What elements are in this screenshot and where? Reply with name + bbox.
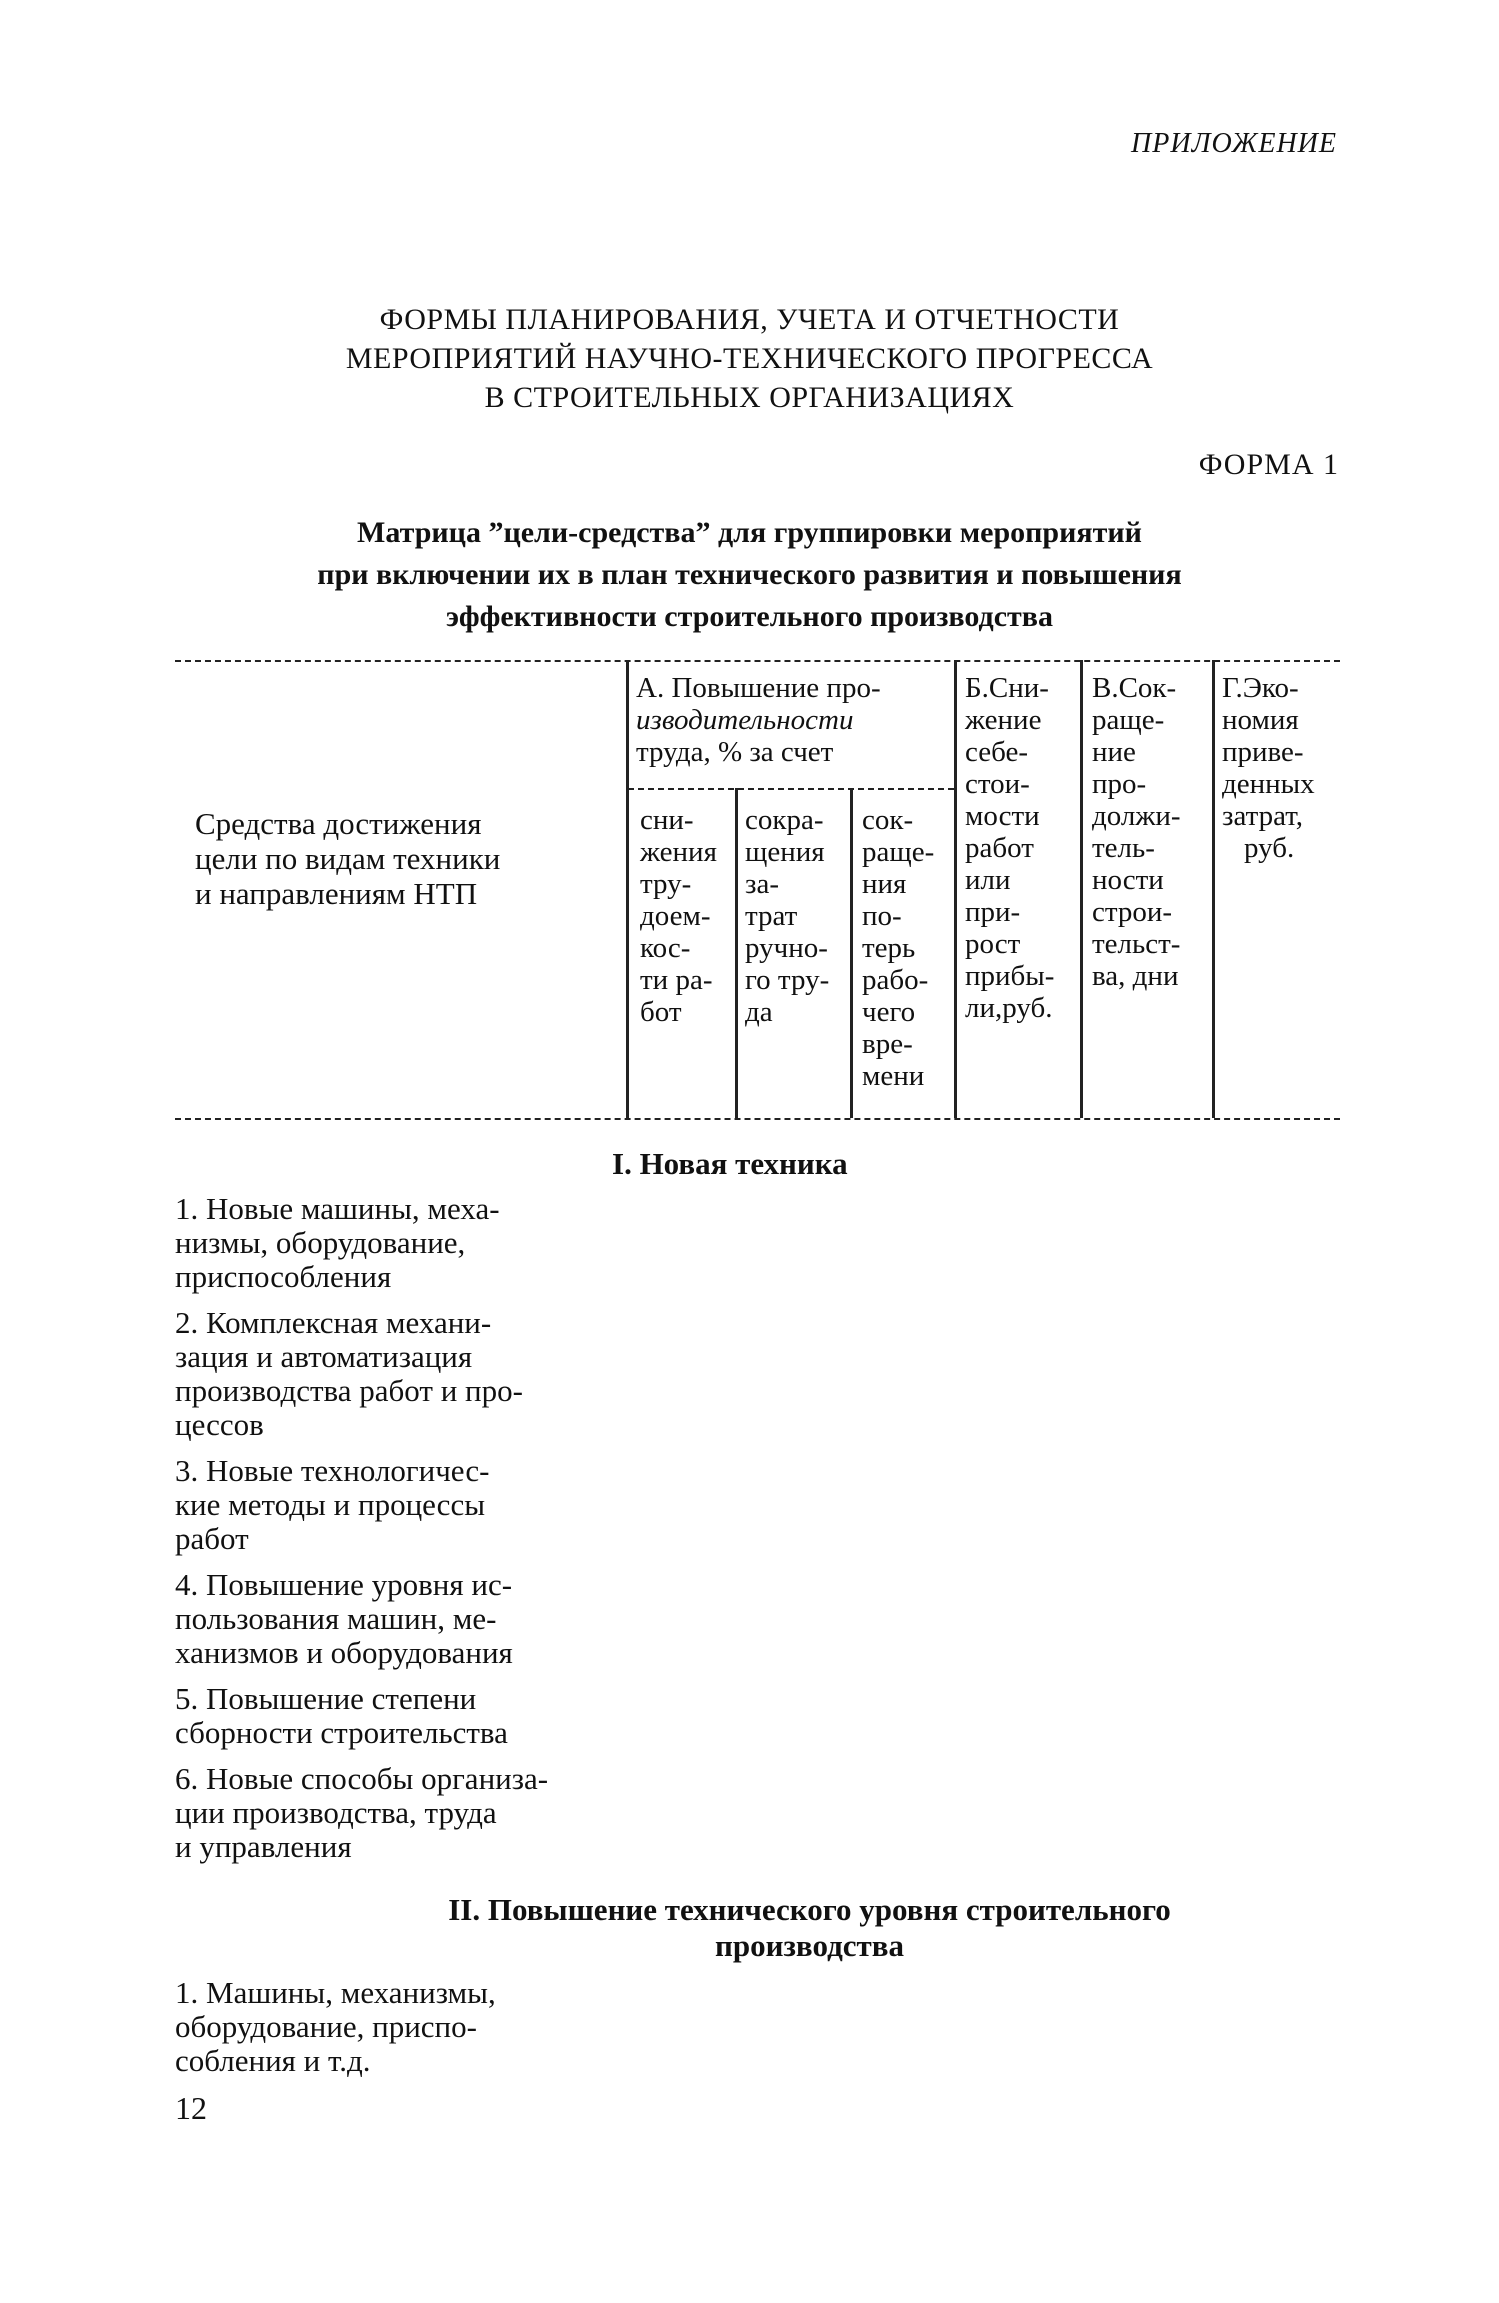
section-2-items: [175, 1976, 615, 2090]
section-title-line: II. Повышение технического уровня строительного: [448, 1892, 1171, 1927]
item-line: оборудование, приспо-: [175, 2009, 477, 2044]
subtitle-line: при включении их в план технического развития и повышения: [317, 558, 1182, 591]
column-b-line: Б.Сни-: [965, 672, 1049, 704]
title-line: ФОРМЫ ПЛАНИРОВАНИЯ, УЧЕТА И ОТЧЕТНОСТИ: [379, 303, 1120, 336]
column-a1-line: жения: [640, 836, 717, 868]
column-v-line: В.Сок-: [1092, 672, 1177, 704]
table-column-divider: [1212, 660, 1215, 1118]
list-item: [175, 1306, 615, 1442]
item-line: ханизмов и оборудования: [175, 1635, 513, 1670]
item-line: 1. Новые машины, меха-: [175, 1191, 500, 1226]
column-a1-line: тру-: [640, 868, 692, 900]
item-line: цессов: [175, 1407, 264, 1442]
title-line: МЕРОПРИЯТИЙ НАУЧНО-ТЕХНИЧЕСКОГО ПРОГРЕССА: [345, 342, 1154, 375]
column-a1-line: ти ра-: [640, 964, 713, 996]
form-label: ФОРМА 1: [1198, 448, 1339, 481]
appendix-label: ПРИЛОЖЕНИЕ: [1131, 128, 1337, 159]
item-line: собления и т.д.: [175, 2043, 371, 2078]
column-g-line: денных: [1222, 768, 1315, 800]
list-item: [175, 1568, 615, 1670]
column-b-line: работ: [965, 832, 1034, 864]
item-line: приспособления: [175, 1259, 392, 1294]
item-line: кие методы и процессы: [175, 1487, 486, 1522]
column-a3-line: мени: [862, 1060, 925, 1092]
column-b-line: себе-: [965, 736, 1028, 768]
item-line: сборности строительства: [175, 1715, 508, 1750]
column-a3-line: терь: [862, 932, 916, 964]
table-subcolumn-divider: [850, 788, 853, 1118]
list-item: [175, 1976, 615, 2078]
document-title: [0, 300, 1499, 417]
item-line: зация и автоматизация: [175, 1339, 473, 1374]
item-line: 3. Новые технологичес-: [175, 1453, 490, 1488]
table-row-header: [195, 806, 500, 911]
column-a2-line: го тру-: [745, 964, 830, 996]
column-v-line: ва, дни: [1092, 960, 1179, 992]
row-header-line: цели по видам техники: [195, 841, 501, 876]
item-line: низмы, оборудование,: [175, 1225, 466, 1260]
section-1-items: [175, 1192, 615, 1876]
table-column-divider: [954, 660, 957, 1118]
subtitle-line: эффективности строительного производства: [446, 600, 1053, 633]
row-header-line: и направлениям НТП: [195, 876, 478, 911]
column-b-line: прибы-: [965, 960, 1055, 992]
table-bottom-rule: [175, 1118, 1340, 1120]
column-g-line: номия: [1222, 704, 1299, 736]
row-header-line: Средства достижения: [195, 806, 482, 841]
column-g-line: Г.Эко-: [1222, 672, 1299, 704]
column-a2-line: ручно-: [745, 932, 828, 964]
column-a1-line: сни-: [640, 804, 694, 836]
column-b-line: стои-: [965, 768, 1030, 800]
table-subheader-rule: [628, 788, 954, 790]
column-v-line: тельст-: [1092, 928, 1181, 960]
column-a3-line: сок-: [862, 804, 914, 836]
column-a3-line: по-: [862, 900, 902, 932]
column-b-line: мости: [965, 800, 1040, 832]
column-v-line: ние: [1092, 736, 1136, 768]
table-column-divider: [1080, 660, 1083, 1118]
column-b-header: [965, 672, 1054, 1024]
list-item: [175, 1682, 615, 1750]
column-b-line: при-: [965, 896, 1021, 928]
title-line: В СТРОИТЕЛЬНЫХ ОРГАНИЗАЦИЯХ: [484, 381, 1015, 414]
column-v-line: тель-: [1092, 832, 1155, 864]
item-line: пользования машин, ме-: [175, 1601, 497, 1636]
column-g-line: затрат,: [1222, 800, 1303, 832]
section-title-2: [0, 1892, 1499, 1964]
column-a3-line: чего: [862, 996, 916, 1028]
column-a3-line: вре-: [862, 1028, 913, 1060]
item-line: 4. Повышение уровня ис-: [175, 1567, 513, 1602]
column-b-line: жение: [965, 704, 1042, 736]
list-item: [175, 1192, 615, 1294]
column-a1-line: бот: [640, 996, 682, 1028]
column-v-line: про-: [1092, 768, 1147, 800]
column-g-line: руб.: [1244, 832, 1295, 864]
column-a-line: изводительности: [636, 704, 854, 736]
column-a3-line: ния: [862, 868, 907, 900]
column-a2-line: трат: [745, 900, 798, 932]
item-line: 5. Повышение степени: [175, 1681, 477, 1716]
column-a2-line: щения: [745, 836, 825, 868]
item-line: производства работ и про-: [175, 1373, 523, 1408]
column-b-line: или: [965, 864, 1011, 896]
column-a2-line: сокра-: [745, 804, 824, 836]
column-b-line: рост: [965, 928, 1021, 960]
subtitle-line: Матрица ”цели-средства” для группировки мероприятий: [357, 516, 1142, 549]
page-number: 12: [175, 2090, 207, 2126]
column-a1-line: доем-: [640, 900, 711, 932]
table-subcolumn-divider: [735, 788, 738, 1118]
column-a1-line: кос-: [640, 932, 691, 964]
column-a2-line: да: [745, 996, 773, 1028]
item-line: 6. Новые способы организа-: [175, 1761, 549, 1796]
column-v-line: ности: [1092, 864, 1164, 896]
column-b-line: ли,руб.: [965, 992, 1053, 1024]
column-v-line: раще-: [1092, 704, 1165, 736]
column-v-line: должи-: [1092, 800, 1181, 832]
column-a3-line: рабо-: [862, 964, 929, 996]
matrix-subtitle: [0, 512, 1499, 638]
column-a-line: А. Повышение про-: [636, 672, 881, 704]
column-a1-header: [640, 804, 717, 1028]
column-v-line: строи-: [1092, 896, 1173, 928]
column-a2-line: за-: [745, 868, 779, 900]
column-g-header: [1222, 672, 1315, 864]
section-title-line: производства: [715, 1928, 904, 1963]
item-line: 1. Машины, механизмы,: [175, 1975, 496, 2010]
item-line: ции производства, труда: [175, 1795, 497, 1830]
column-a3-line: раще-: [862, 836, 935, 868]
column-g-line: приве-: [1222, 736, 1304, 768]
section-title: I. Новая техника: [612, 1146, 848, 1181]
column-v-header: [1092, 672, 1181, 992]
column-a-header: [636, 672, 881, 768]
table-column-divider: [626, 660, 629, 1118]
list-item: [175, 1762, 615, 1864]
column-a2-header: [745, 804, 829, 1028]
item-line: работ: [175, 1521, 249, 1556]
item-line: 2. Комплексная механи-: [175, 1305, 492, 1340]
column-a-line: труда, % за счет: [636, 736, 834, 768]
item-line: и управления: [175, 1829, 352, 1864]
column-a3-header: [862, 804, 934, 1092]
list-item: [175, 1454, 615, 1556]
table-top-rule: [175, 660, 1340, 662]
